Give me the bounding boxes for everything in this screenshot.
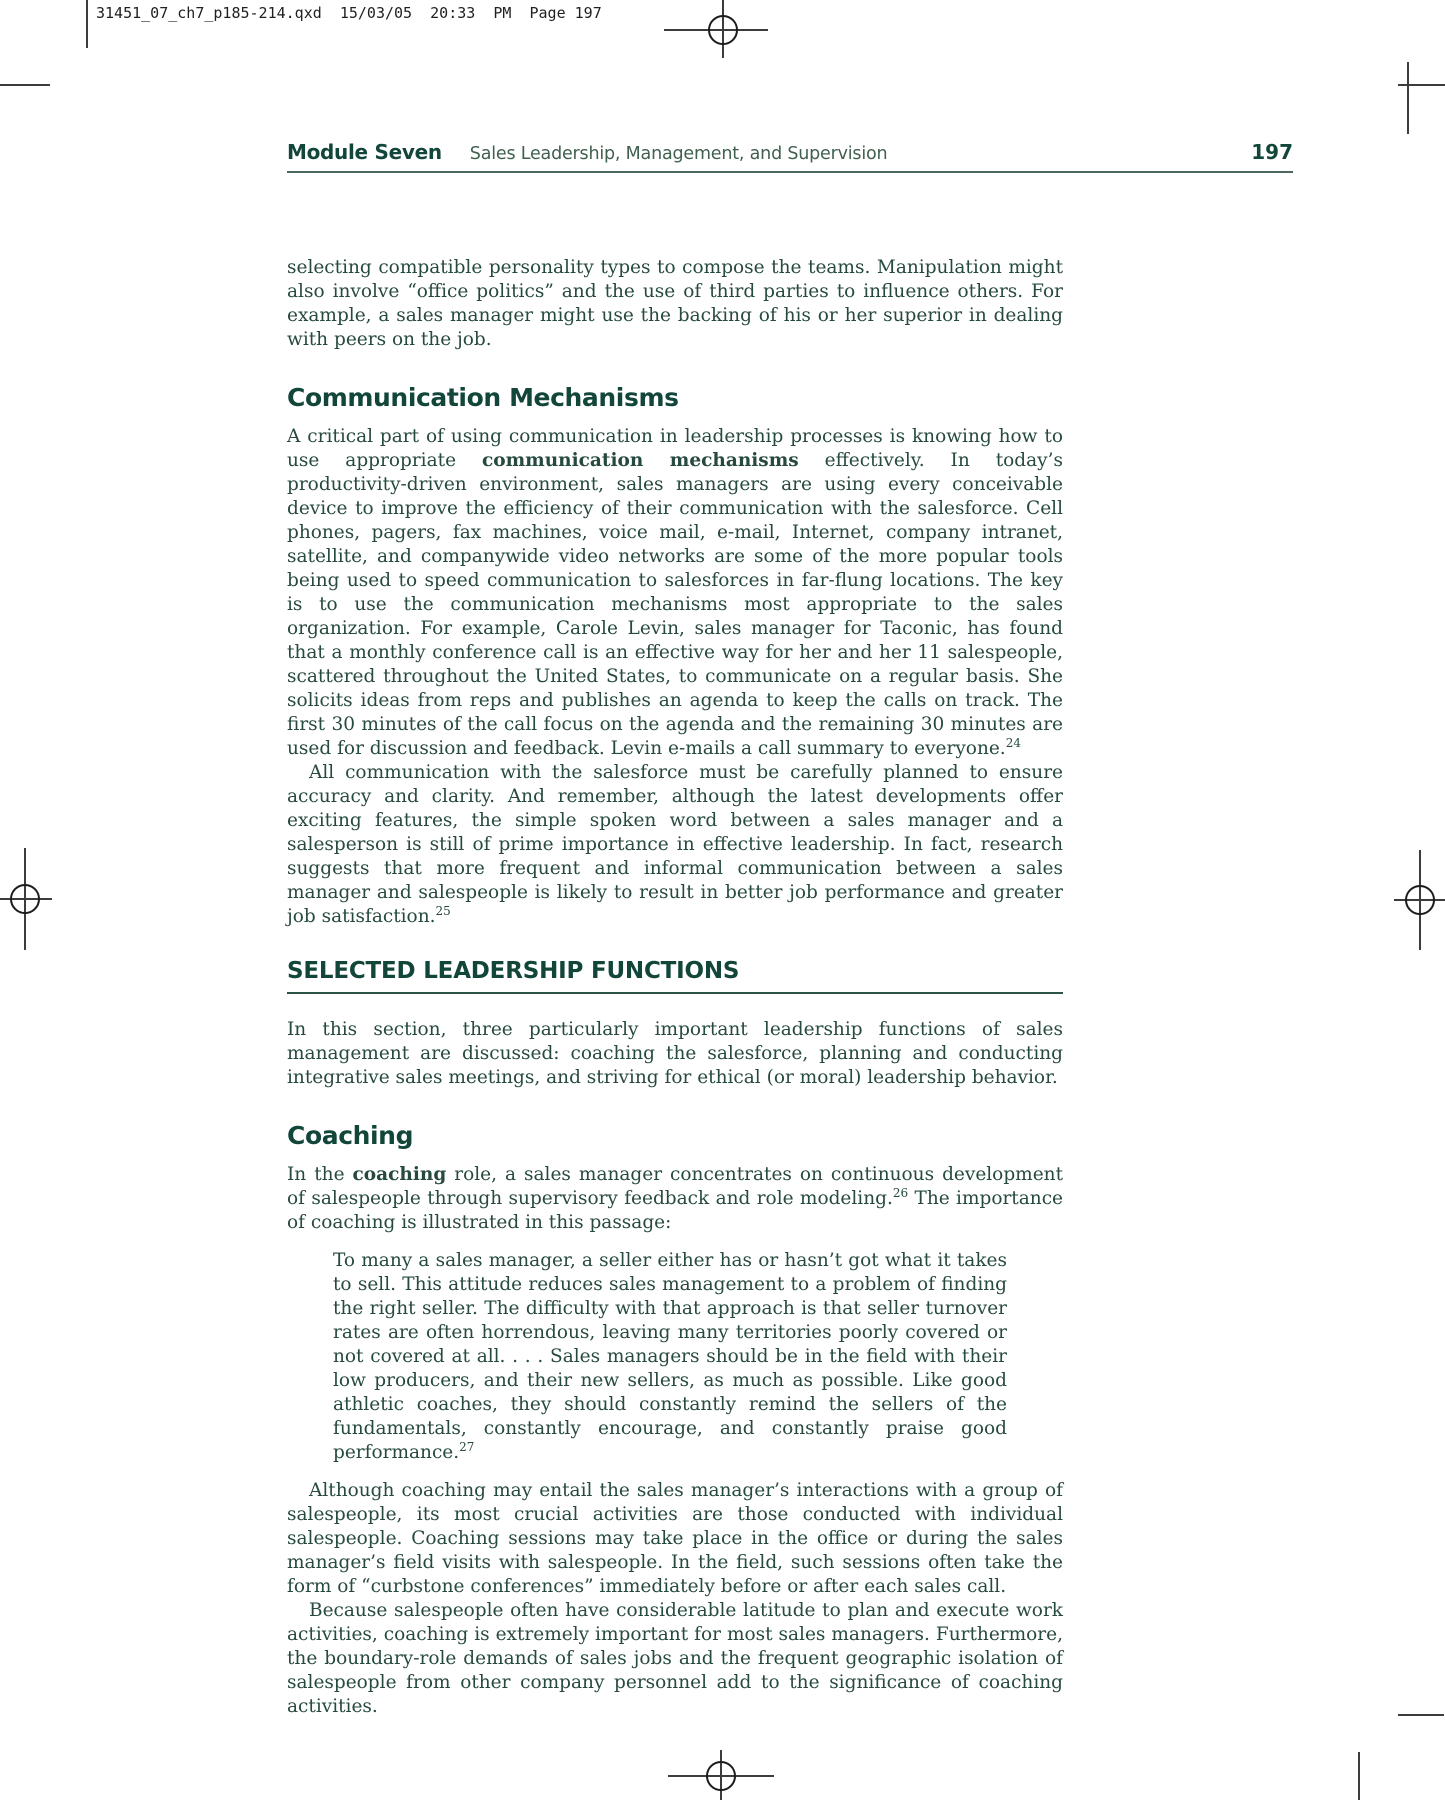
- crop-mark-top-right-h: [1398, 84, 1445, 86]
- paragraph-text: role, a sales manager concentrates on continuous development of salespeople through supervisory feedback and role modeling.: [287, 1164, 1064, 1209]
- paragraph-text: In the: [287, 1164, 353, 1185]
- crop-mark-top-left: [86, 0, 88, 48]
- registration-circle-icon: [10, 884, 40, 914]
- quote-text: To many a sales manager, a seller either has or hasn’t got what it takes to sell. This attitude reduces sales management to a problem of finding the right seller. The difficulty with that approach is that seller turnover rates are often horrendous, leaving many territories poorly covered or not covered at all. . . . Sales managers should be in the field with their low producers, and their new sellers, as much as possible. Like good athletic coaches, they should constantly remind the sellers of the fundamentals, constantly encourage, and constantly praise good performance.: [333, 1250, 1007, 1463]
- paragraph-text: A critical part of using communication in leadership processes is knowing how to use appropriate: [287, 426, 1063, 471]
- text-column: [287, 256, 1063, 1719]
- registration-circle-icon: [1405, 885, 1435, 915]
- paragraph-intro: selecting compatible personality types to compose the teams. Manipulation might also involve “office politics” and the use of third parties to influence others. For example, a sales manager might use the backing of his or her superior in dealing with peers on the job.: [287, 257, 1063, 350]
- heading-coaching: Coaching: [287, 1121, 414, 1150]
- footnote-reference: 24: [1005, 735, 1021, 750]
- paragraph-section-overview: In this section, three particularly important leadership functions of sales management are discussed: coaching the salesforce, planning and conducting integrative sales meetings, and striving for ethical (or moral) leadership behavior.: [287, 1019, 1063, 1088]
- crop-mark-bottom-right-h: [1398, 1714, 1444, 1716]
- footnote-reference: 26: [892, 1185, 909, 1200]
- registration-circle-icon: [708, 15, 738, 45]
- chapter-title: Sales Leadership, Management, and Supervision: [469, 144, 888, 164]
- paragraph-communication: [287, 425, 1063, 761]
- page-number: 197: [1251, 140, 1293, 164]
- footnote-reference: 25: [435, 903, 451, 918]
- registration-circle-icon: [706, 1761, 736, 1791]
- paragraph-because-salespeople: Because salespeople often have considerable latitude to plan and execute work activities, coaching is extremely important for most sales managers. Furthermore, the boundary-role demands of sales jobs and the frequent geographic isolation of salespeople from other company personnel add to the significance of coaching activities.: [287, 1600, 1063, 1717]
- crop-mark-bottom-right-v: [1358, 1752, 1360, 1800]
- paragraph-text: All communication with the salesforce must be carefully planned to ensure accuracy and clarity. And remember, although the latest developments offer exciting features, the simple spoken word between a sales manager and a salesperson is still of prime importance in effective leadership. In fact, research suggests that more frequent and informal communication between a sales manager and salespeople is likely to result in better job performance and greater job satisfaction.: [287, 762, 1063, 927]
- paragraph-all-communication: [287, 761, 1063, 929]
- block-quote-passage: [333, 1249, 1007, 1465]
- footnote-reference: 27: [459, 1439, 475, 1454]
- crop-mark-left: [0, 84, 50, 86]
- paragraph-although-coaching: Although coaching may entail the sales manager’s interactions with a group of salespeople, its most crucial activities are those conducted with individual salespeople. Coaching sessions may take place in the office or during the sales manager’s field visits with salespeople. In the field, such sessions often take the form of “curbstone conferences” immediately before or after each sales call.: [287, 1480, 1063, 1597]
- paragraph-coaching: [287, 1163, 1063, 1235]
- paragraph-text: The importance of coaching is illustrated in this passage:: [287, 1188, 1063, 1233]
- heading-communication-mechanisms: Communication Mechanisms: [287, 383, 679, 412]
- heading-selected-leadership-functions: SELECTED LEADERSHIP FUNCTIONS: [287, 959, 1063, 994]
- crop-mark-top-right-v: [1407, 62, 1409, 134]
- bold-key-term: communication mechanisms: [481, 450, 799, 471]
- paragraph-text: effectively. In today’s productivity-driven environment, sales managers are using every conceivable device to improve the efficiency of their communication with the salesforce. Cell phones, pagers, fax machines, voice mail, e-mail, Internet, company intranet, satellite, and companywide video networks are some of the more popular tools being used to speed communication to salesforces in far-flung locations. The key is to use the communication mechanisms most appropriate to the sales organization. For example, Carole Levin, sales manager for Taconic, has found that a monthly conference call is an effective way for her and her 11 salespeople, scattered throughout the United States, to communicate on a regular basis. She solicits ideas from reps and publishes an agenda to keep the calls on track. The first 30 minutes of the call focus on the agenda and the remaining 30 minutes are used for discussion and feedback. Levin e-mails a call summary to everyone.: [287, 450, 1063, 759]
- module-label: Module Seven: [287, 140, 442, 164]
- print-slug-line: 31451_07_ch7_p185-214.qxd 15/03/05 20:33 PM Page 197: [96, 4, 602, 22]
- bold-key-term: coaching: [352, 1164, 447, 1185]
- running-head: [287, 140, 1293, 173]
